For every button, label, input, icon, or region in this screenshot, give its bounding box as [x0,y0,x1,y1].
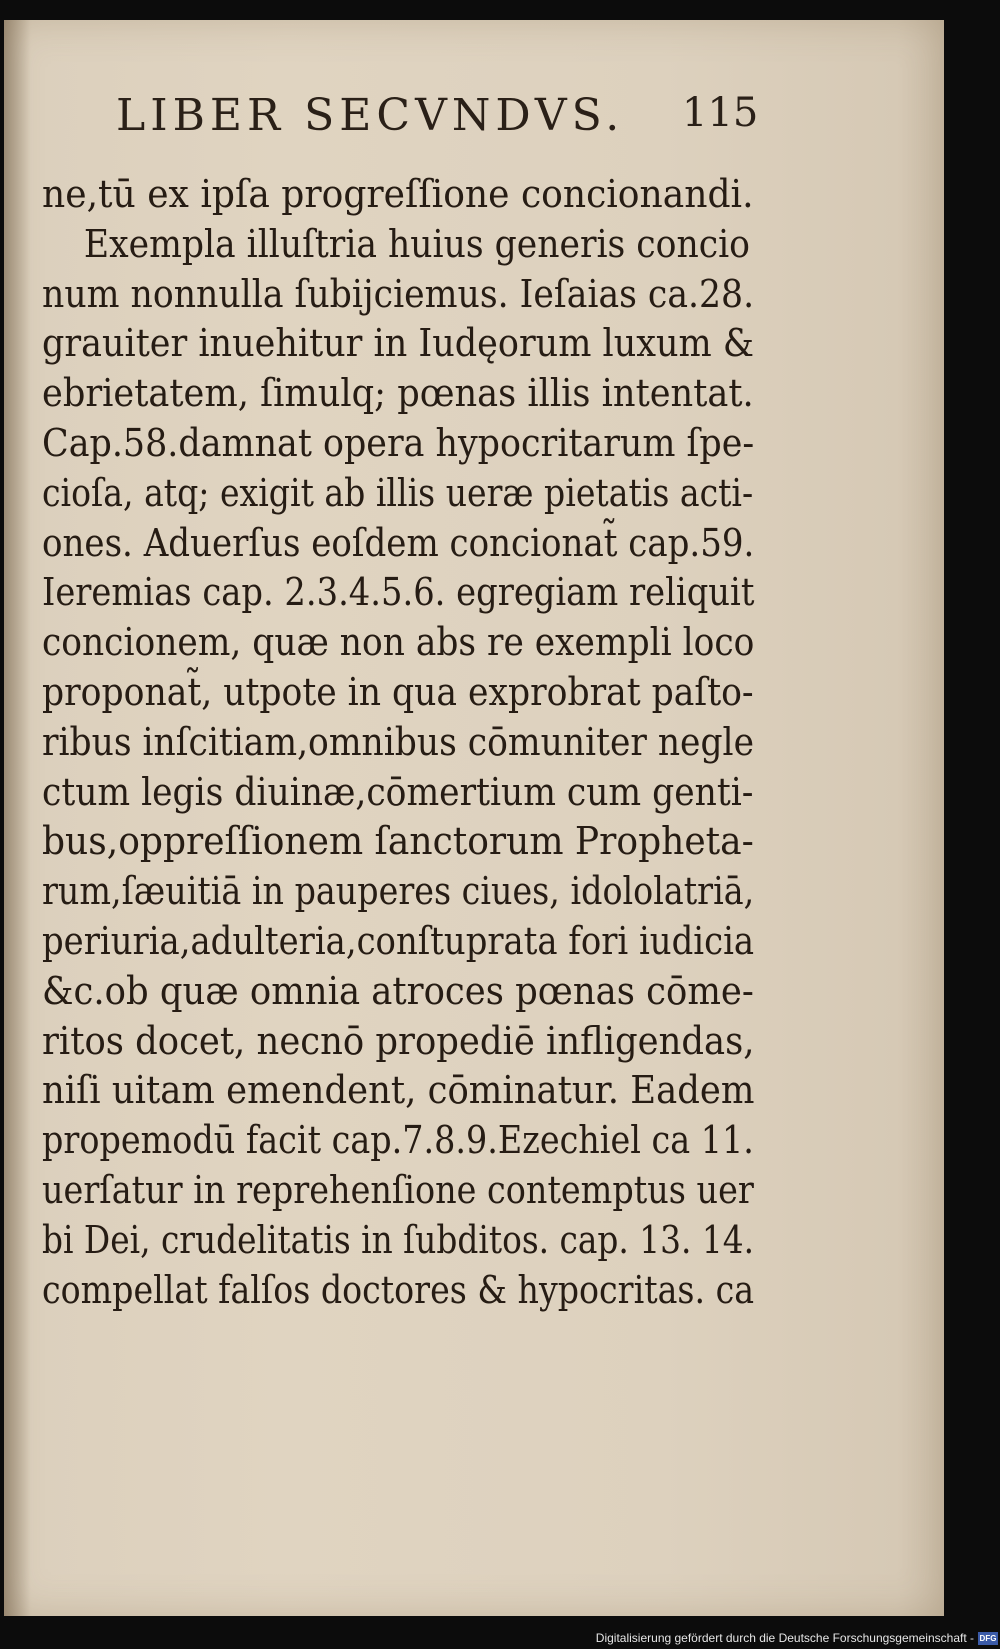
text-line: compellat falſos doctores & hypocritas. ca [42,1267,755,1312]
text-line: ne,tū ex ipſa progreſſione concionandi. [42,172,754,216]
running-head [4,90,944,160]
running-title: LIBER SECVNDVS. [116,90,625,141]
dfg-logo: DFG [979,1634,997,1643]
folio-number: 115 [682,90,759,136]
text-line: cioſa, atq; exigit ab illis ueræ pietatis acti- [42,470,754,515]
text-line: &c.ob quæ omnia atroces pœnas cōme- [42,968,754,1013]
text-line: proponat̃, utpote in qua exprobrat paſto- [42,669,754,714]
text-line: num nonnulla ſubijciemus. Ieſaias ca.28. [42,271,755,316]
text-line: uerſatur in reprehenſione contemptus uer [42,1167,754,1212]
gutter-shadow [4,20,30,1616]
page-body [42,170,802,1315]
text-line: ebrietatem, ſimulq; pœnas illis intentat. [42,371,754,416]
funding-credit: Digitalisierung gefördert durch die Deutsche Forschungsgemeinschaft - [595,1631,974,1645]
text-line: ribus inſcitiam,omnibus cōmuniter negle [42,719,755,764]
text-line: periuria,adulteria,conſtuprata fori iudicia [42,918,755,963]
text-line: ritos docet, necnō propediē infligendas, [42,1018,755,1063]
text-line: concionem, quæ non abs re exempli loco [42,620,755,665]
text-line: Cap.58.damnat opera hypocritarum ſpe- [42,420,755,465]
text-line: Exempla illuſtria huius generis concio [83,221,750,266]
text-line: ctum legis diuinæ,cōmertium cum genti- [42,769,754,814]
footer-bar [0,1627,1000,1649]
book-page [4,20,944,1616]
text-line: grauiter inuehitur in Iudęorum luxum & [42,321,755,366]
text-line: propemodū facit cap.7.8.9.Ezechiel ca 11. [42,1118,754,1163]
text-line: bus,oppreſſionem ſanctorum Propheta- [42,819,754,864]
text-line: niſi uitam emendent, cōminatur. Eadem [42,1068,755,1113]
text-line: ones. Aduerſus eoſdem concionat̃ cap.59. [42,520,755,565]
text-line: Ieremias cap. 2.3.4.5.6. egregiam reliquit [42,570,755,615]
text-line: bi Dei, crudelitatis in ſubditos. cap. 13. 14. [42,1217,754,1262]
text-line: rum,ſæuitiā in pauperes ciues, idololatriā, [42,869,755,914]
